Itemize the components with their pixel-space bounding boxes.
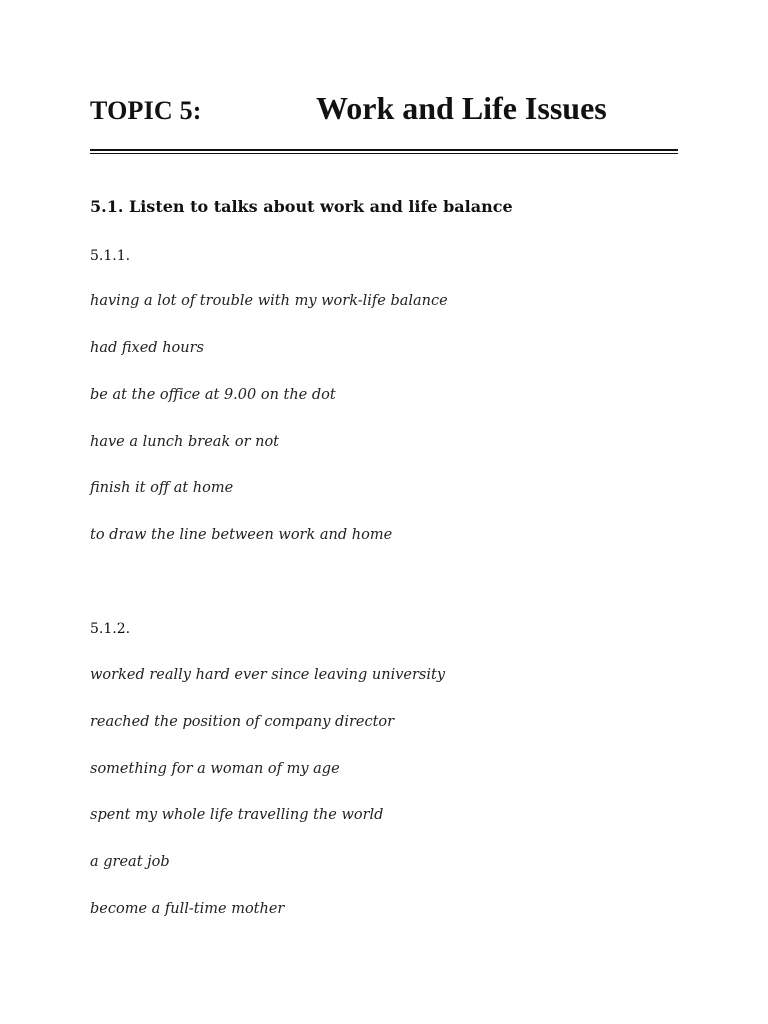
phrase-item: to draw the line between work and home [90,527,393,543]
phrase-item: something for a woman of my age [90,761,340,777]
phrase-item: be at the office at 9.00 on the dot [90,387,336,403]
topic-label: TOPIC 5: [90,96,202,125]
phrase-item: become a full-time mother [90,901,285,917]
title-divider-thin [90,153,678,154]
title-divider-thick [90,149,678,151]
phrase-item: reached the position of company director [90,714,395,730]
phrase-item: spent my whole life travelling the world [90,807,384,823]
phrase-item: have a lunch break or not [90,434,280,450]
section-heading: 5.1. Listen to talks about work and life balance [90,197,513,216]
phrase-item: worked really hard ever since leaving university [90,667,446,683]
phrase-item: had fixed hours [90,340,204,356]
phrase-item: having a lot of trouble with my work-life balance [90,293,448,309]
subsection-label-1: 5.1.1. [90,248,131,264]
phrase-item: a great job [90,854,170,870]
phrase-item: finish it off at home [90,480,234,496]
page-title: Work and Life Issues [316,90,607,126]
subsection-label-2: 5.1.2. [90,621,131,637]
